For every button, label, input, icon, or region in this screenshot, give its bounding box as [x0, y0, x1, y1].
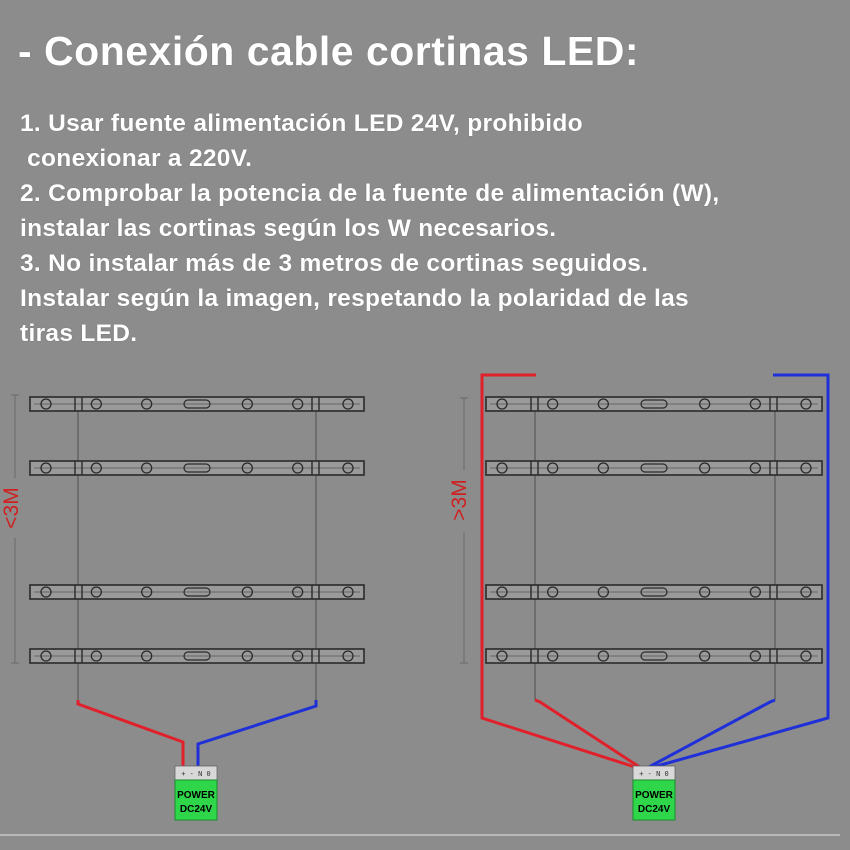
- positive-wire: [535, 700, 641, 768]
- led-strip: [30, 461, 364, 475]
- length-label: >3M: [448, 479, 471, 521]
- negative-wire: [198, 700, 316, 770]
- power-terminal-label: + - N 0: [181, 770, 211, 778]
- instruction-line: Instalar según la imagen, respetando la polaridad de las: [20, 285, 689, 312]
- led-strip: [30, 585, 364, 599]
- led-strip: [486, 461, 822, 475]
- led-strip: [486, 649, 822, 663]
- instruction-line: tiras LED.: [20, 320, 138, 347]
- instruction-line: 1. Usar fuente alimentación LED 24V, prohibido: [20, 110, 583, 137]
- power-supply: [633, 766, 675, 820]
- length-label: <3M: [0, 487, 23, 529]
- instruction-line: conexionar a 220V.: [20, 145, 253, 172]
- negative-wire: [647, 700, 775, 768]
- wiring-diagram-single-feed: [0, 395, 364, 820]
- voltage-label: DC24V: [179, 804, 213, 815]
- led-strip: [30, 397, 364, 411]
- page-title: - Conexión cable cortinas LED:: [18, 28, 639, 74]
- power-supply: [175, 766, 217, 820]
- power-label: POWER: [177, 790, 215, 801]
- positive-wire-top-feed: [482, 375, 638, 768]
- led-strip: [486, 585, 822, 599]
- negative-wire-top-feed: [650, 375, 828, 768]
- instruction-line: 3. No instalar más de 3 metros de cortinas seguidos.: [20, 250, 649, 277]
- led-strip: [486, 397, 822, 411]
- instruction-line: instalar las cortinas según los W necesarios.: [20, 215, 557, 242]
- led-strip: [30, 649, 364, 663]
- power-label: POWER: [635, 790, 673, 801]
- positive-wire: [78, 700, 183, 770]
- wiring-diagram-double-feed: [448, 375, 828, 820]
- bottom-divider: [0, 834, 840, 836]
- instruction-line: 2. Comprobar la potencia de la fuente de alimentación (W),: [20, 180, 720, 207]
- voltage-label: DC24V: [637, 804, 671, 815]
- power-terminal-label: + - N 0: [639, 770, 669, 778]
